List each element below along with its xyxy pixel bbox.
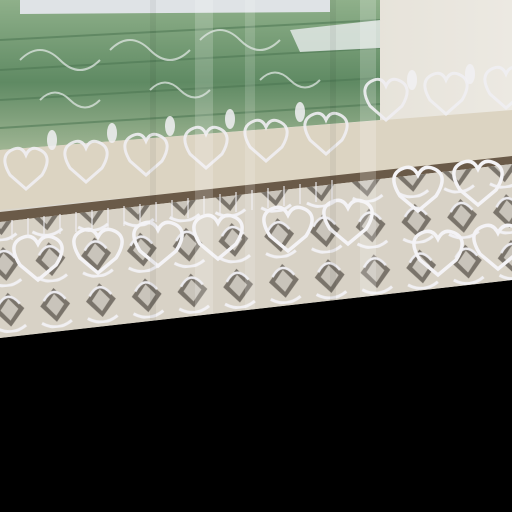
top-rail (20, 0, 330, 14)
